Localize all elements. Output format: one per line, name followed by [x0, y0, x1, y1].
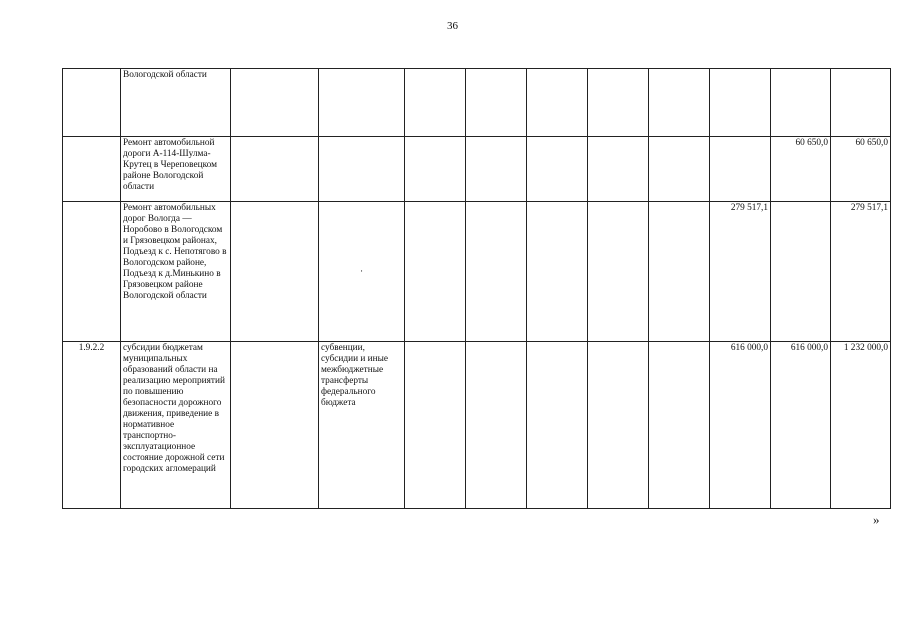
- row-value-1: [710, 69, 771, 137]
- row-value-2: 616 000,0: [771, 342, 831, 509]
- row-code: [63, 202, 121, 342]
- closing-quote: »: [873, 512, 880, 527]
- row-value-total: [831, 69, 891, 137]
- row-value-1: 279 517,1: [710, 202, 771, 342]
- row-value-1: 616 000,0: [710, 342, 771, 509]
- row-name: Вологодской области: [121, 69, 231, 137]
- table-row: [63, 69, 891, 137]
- row-value-total: 1 232 000,0: [831, 342, 891, 509]
- row-name: Ремонт автомобильных дорог Вологда — Норобово в Вологодском и Грязовецком районах, Подъезд к с. Непотягово в Вологодском районе, Подъезд к д.Минькино в Грязовецком районе Вологодской области: [121, 202, 231, 342]
- row-value-total: 60 650,0: [831, 137, 891, 202]
- row-code: 1.9.2.2: [63, 342, 121, 509]
- row-source: субвенции, субсидии и иные межбюджетные трансферты федерального бюджета: [319, 342, 405, 509]
- row-value-total: 279 517,1: [831, 202, 891, 342]
- stray-mark: ·: [359, 266, 364, 277]
- budget-table: [62, 68, 891, 509]
- table-row: [63, 137, 891, 202]
- table-row: [63, 202, 891, 342]
- row-name: субсидии бюджетам муниципальных образований области на реализацию мероприятий по повышению безопасности дорожного движения, приведение в нормативное транспортно-эксплуатационное состояние дорожной сети городских агломераций: [121, 342, 231, 509]
- row-value-2: [771, 69, 831, 137]
- row-value-2: [771, 202, 831, 342]
- row-name: Ремонт автомобильной дороги А-114-Шулма-Крутец в Череповецком районе Вологодской области: [121, 137, 231, 202]
- row-value-2: 60 650,0: [771, 137, 831, 202]
- row-code: [63, 69, 121, 137]
- page-number: 36: [447, 20, 458, 32]
- row-code: [63, 137, 121, 202]
- table-row: [63, 342, 891, 509]
- row-value-1: [710, 137, 771, 202]
